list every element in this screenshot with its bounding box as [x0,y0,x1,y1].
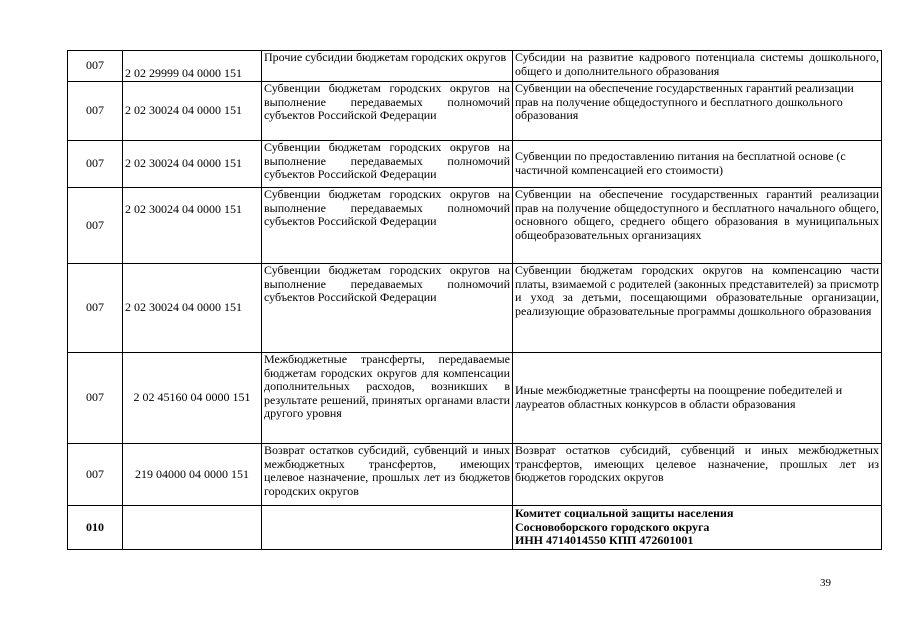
revenue-purpose-cell: Субвенции бюджетам городских округов на компенсацию части платы, взимаемой с родителей (законных представителей) за присмотр и уход за детьми, посещающими образовательные организации, реализующие образовательные программы дошкольного образования [513,264,882,353]
admin-code-cell: 007 [68,141,123,188]
revenue-purpose-cell: Иные межбюджетные трансферты на поощрение победителей и лауреатов областных конкурсов в области образования [513,353,882,444]
admin-code-cell: 007 [68,188,123,264]
revenue-purpose-cell: Возврат остатков субсидий, субвенций и иных межбюджетных трансфертов, имеющих целевое назначение, прошлых лет из бюджетов городских округов [513,444,882,506]
committee-district: Сосновоборского городского округа [515,519,710,534]
table-row [68,141,882,188]
revenue-name-cell: Субвенции бюджетам городских округов на выполнение передаваемых полномочий субъектов Российской Федерации [262,188,513,264]
revenue-classification-table [67,50,882,550]
committee-cell [513,506,882,550]
admin-code-cell: 007 [68,82,123,141]
committee-name: Комитет социальной защиты населения [515,506,734,521]
revenue-purpose-cell: Субвенции по предоставлению питания на бесплатной основе (с частичной компенсацией его стоимости) [513,141,882,188]
table-row [68,444,882,506]
revenue-purpose-cell: Субвенции на обеспечение государственных гарантий реализации прав на получение общедоступного и бесплатного дошкольного образования [513,82,882,141]
kbk-code-cell: 219 04000 04 0000 151 [123,444,262,506]
kbk-code-cell: 2 02 30024 04 0000 151 [123,264,262,353]
revenue-purpose-cell: Субвенции на обеспечение государственных гарантий реализации прав на получение общедоступного и бесплатного начального общего, основного общего, среднего общего образования в муниципальных общеобразовательных организациях [513,188,882,264]
kbk-code-cell: 2 02 30024 04 0000 151 [123,188,262,264]
admin-code-cell: 010 [68,506,123,550]
table-row [68,506,882,550]
table-row [68,82,882,141]
revenue-name-cell: Субвенции бюджетам городских округов на выполнение передаваемых полномочий субъектов Российской Федерации [262,141,513,188]
admin-code-cell: 007 [68,444,123,506]
table-row [68,353,882,444]
revenue-name-cell: Межбюджетные трансферты, передаваемые бюджетам городских округов для компенсации дополнительных расходов, возникших в результате решений, принятых органами власти другого уровня [262,353,513,444]
page-number: 39 [820,577,831,589]
revenue-name-cell: Прочие субсидии бюджетам городских округов [262,51,513,82]
admin-code-cell: 007 [68,353,123,444]
revenue-name-cell [262,506,513,550]
revenue-name-cell: Субвенции бюджетам городских округов на выполнение передаваемых полномочий субъектов Российской Федерации [262,264,513,353]
kbk-code-cell: 2 02 30024 04 0000 151 [123,82,262,141]
admin-code-cell: 007 [68,264,123,353]
revenue-purpose-cell: Субсидии на развитие кадрового потенциала системы дошкольного, общего и дополнительного образования [513,51,882,82]
kbk-code-cell: 2 02 45160 04 0000 151 [123,353,262,444]
kbk-code-cell [123,506,262,550]
revenue-name-cell: Субвенции бюджетам городских округов на выполнение передаваемых полномочий субъектов Российской Федерации [262,82,513,141]
admin-code-cell: 007 [68,51,123,82]
committee-tax-ids: ИНН 4714014550 КПП 472601001 [515,533,694,548]
kbk-code-cell: 2 02 30024 04 0000 151 [123,141,262,188]
kbk-code-cell: 2 02 29999 04 0000 151 [123,51,262,82]
revenue-name-cell: Возврат остатков субсидий, субвенций и иных межбюджетных трансфертов, имеющих целевое назначение, прошлых лет из бюджетов городских округов [262,444,513,506]
table-row [68,188,882,264]
table-row [68,51,882,82]
table-row [68,264,882,353]
